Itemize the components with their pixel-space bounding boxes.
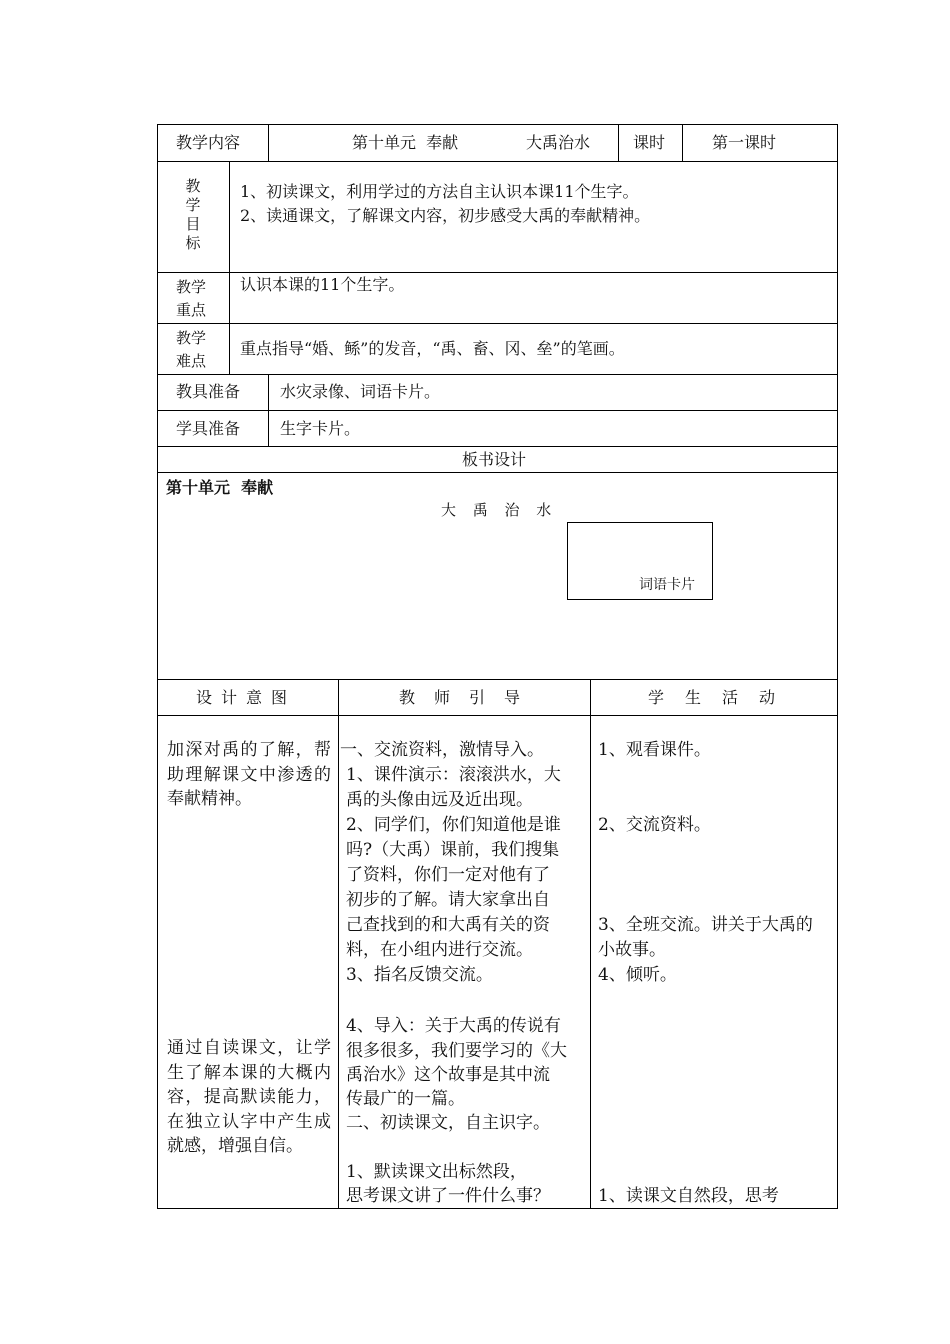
teacher-line: 禹治水》这个故事是其中流 [346, 1065, 550, 1085]
teacher-line: 传最广的一篇。 [346, 1089, 465, 1109]
objective-item-2: 2、读通课文，了解课文内容，初步感受大禹的奉献精神。 [240, 206, 651, 225]
teacher-line: 思考课文讲了一件什么事？ [346, 1186, 550, 1206]
board-lesson: 大 禹 治 水 [441, 501, 558, 519]
teacher-line: 一、交流资料，激情导入。 [340, 740, 544, 760]
teacher-line: 己查找到的和大禹有关的资 [346, 915, 550, 935]
teacher-line: 2、同学们，你们知道他是谁 [346, 815, 561, 835]
student-line: 1、读课文自然段，思考 [598, 1186, 779, 1206]
teacher-line: 4、导入：关于大禹的传说有 [346, 1016, 561, 1036]
teacher-line: 1、课件演示：滚滚洪水，大 [346, 765, 561, 785]
teacher-line: 初步的了解。请大家拿出自 [346, 890, 550, 910]
key-points-text: 认识本课的11个生字。 [240, 275, 405, 294]
teacher-line: 二、初读课文，自主识字。 [346, 1113, 550, 1133]
objectives-label: 教 学 目 标 [185, 177, 201, 252]
period-value: 第一课时 [712, 133, 777, 152]
intent-para-1: 加深对禹的了解，帮助理解课文中渗透的奉献精神。 [167, 740, 331, 810]
column-student: 学生活动 [648, 688, 797, 707]
intent-para-2: 通过自读课文，让学生了解本课的大概内容，提高默读能力，在独立认字中产生成就感，增强自信。 [167, 1038, 331, 1157]
student-tools-label: 学具准备 [176, 419, 241, 438]
period-label: 课时 [633, 133, 666, 152]
column-teacher: 教师引导 [399, 688, 540, 707]
board-title: 板书设计 [462, 450, 527, 469]
student-line: 小故事。 [598, 940, 666, 960]
student-tools-text: 生字卡片。 [280, 419, 361, 438]
key-points-label: 教学 重点 [176, 278, 207, 319]
difficulties-label: 教学 难点 [176, 329, 207, 370]
content-label: 教学内容 [176, 133, 241, 152]
student-line: 2、交流资料。 [598, 815, 711, 835]
teacher-line: 很多很多，我们要学习的《大 [346, 1041, 567, 1061]
difficulties-text: 重点指导“婚、鲧”的发音，“禹、畜、冈、垒”的笔画。 [240, 339, 625, 358]
teacher-line: 禹的头像由远及近出现。 [346, 790, 533, 810]
teacher-tools-label: 教具准备 [176, 382, 241, 401]
teacher-line: 3、指名反馈交流。 [346, 965, 493, 985]
teacher-line: 了资料，你们一定对他有了 [346, 865, 550, 885]
student-line: 3、全班交流。讲关于大禹的 [598, 915, 813, 935]
board-unit: 第十单元 奉献 [166, 478, 274, 497]
lesson-title: 大禹治水 [526, 133, 591, 152]
teacher-line: 1、默读课文出标然段， [346, 1162, 527, 1182]
teacher-line: 料，在小组内进行交流。 [346, 940, 533, 960]
teacher-tools-text: 水灾录像、词语卡片。 [280, 382, 441, 401]
teacher-line: 吗?（大禹）课前，我们搜集 [346, 840, 560, 860]
student-line: 1、观看课件。 [598, 740, 711, 760]
objective-item-1: 1、初读课文，利用学过的方法自主认识本课11个生字。 [240, 182, 639, 201]
column-intent: 设计意图 [196, 688, 297, 707]
unit-title: 第十单元 奉献 [352, 133, 459, 152]
student-line: 4、倾听。 [598, 965, 677, 985]
word-card-label: 词语卡片 [639, 577, 695, 593]
